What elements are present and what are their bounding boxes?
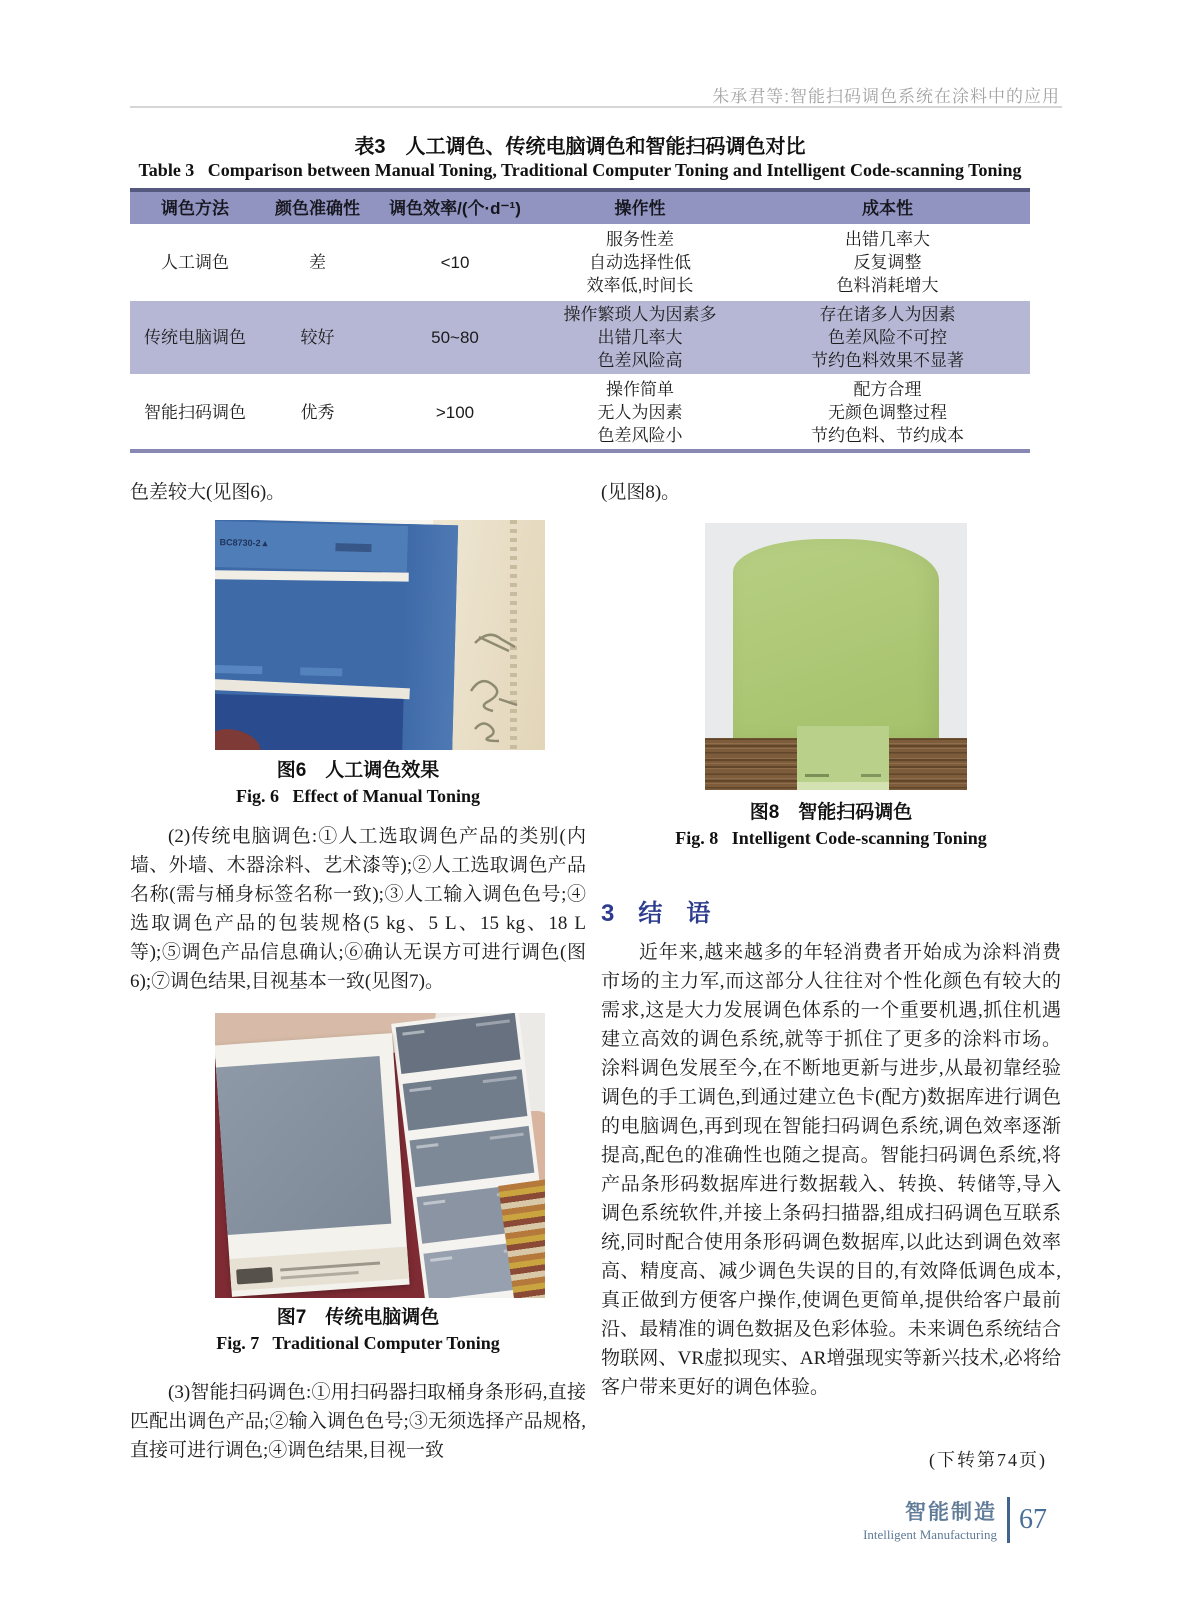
page-number: 67: [1019, 1503, 1047, 1535]
table-header-row: [130, 192, 1030, 224]
figure7-caption-en: Fig. 7 Traditional Computer Toning: [216, 1333, 500, 1353]
fig7-gray-chip: [410, 1126, 535, 1187]
col-header-cost: 成本性: [862, 198, 913, 218]
figure8-photo: [705, 523, 967, 790]
col-header-efficiency: 调色效率/(个·d⁻¹): [389, 198, 521, 218]
figure6-caption-en: Fig. 6 Effect of Manual Toning: [235, 786, 481, 806]
col-header-method: 调色方法: [161, 198, 229, 218]
fig6-card-name-label: [335, 543, 371, 552]
fig6-faint-label: [300, 667, 342, 676]
cell-cost: 存在诸多人为因素 色差风险不可控 节约色料效果不显著: [811, 305, 964, 370]
paragraph-code-scanning-toning: (3)智能扫码调色:①用扫码器扫取桶身条形码,直接匹配出调色产品;②输入调色色号;③无须选择产品规格,直接可进行调色;④调色结果,目视一致: [130, 1382, 586, 1461]
table-row-manual: [130, 224, 1030, 299]
page-footer: [863, 1496, 1047, 1543]
fig7-gray-chip: [403, 1069, 528, 1130]
cell-method: 传统电脑调色: [144, 328, 246, 347]
fig8-card-edge: [797, 782, 889, 790]
table-title-cn: 表3 人工调色、传统电脑调色和智能扫码调色对比: [354, 136, 806, 158]
fig6-card-top-band: [215, 521, 408, 572]
figure7-caption-cn: 图7 传统电脑调色: [276, 1307, 440, 1328]
cell-efficiency: <10: [440, 253, 470, 272]
figure8-caption-en: Fig. 8 Intelligent Code-scanning Toning: [675, 828, 987, 848]
fig6-blue-color-card: [215, 520, 458, 750]
cell-operability: 操作简单 无人为因素 色差风险小: [597, 380, 683, 445]
cell-accuracy: 优秀: [300, 403, 335, 422]
figure8-caption-cn: 图8 智能扫码调色: [749, 802, 913, 823]
cell-operability: 操作繁琐人为因素多 出错几率大 色差风险高: [563, 305, 717, 370]
cell-method: 智能扫码调色: [144, 403, 246, 422]
journal-name-block: [863, 1496, 997, 1543]
journal-name-en: Intelligent Manufacturing: [863, 1527, 997, 1542]
cell-accuracy: 较好: [300, 328, 335, 347]
figure6-photo: [215, 520, 545, 750]
conclusion-paragraph: 近年来,越来越多的年轻消费者开始成为涂料消费市场的主力军,而这部分人往往对个性化颜色有较大的需求,这是大力发展调色体系的一个重要机遇,抓住机遇建立高效的调色系统,就等于抓住了更多的涂料市场。涂料调色发展至今,在不断地更新与进步,从最初靠经验调色的手工调色,到通过建立色卡(配方)数据库进行调色的电脑调色,再到现在智能扫码调色系统,调色效率逐渐提高,配色的准确性也随之提高。智能扫码调色系统,将产品条形码数据库进行数据载入、转换、转储等,导入调色系统软件,并接上条码扫描器,组成扫码调色互联系统,同时配合使用条形码调色数据库,以此达到调色效率高、精度高、减少调色失误的目的,有效降低调色成本,真正做到方便客户操作,使调色更简单,提供给客户最前沿、最精准的调色数据及色彩体验。未来调色系统结合物联网、VR虚拟现实、AR增强现实等新兴技术,必将给客户带来更好的调色体验。: [601, 942, 1061, 1398]
table-row-codescan: [130, 374, 1030, 449]
table-row-computer: [130, 299, 1030, 374]
figure6-caption-cn: 图6 人工调色效果: [276, 760, 440, 781]
right-lead-text: (见图8)。: [601, 482, 681, 503]
continuation-note: (下转第74页): [929, 1450, 1047, 1470]
fig7-gray-swatch-card: [215, 1033, 410, 1297]
table-title-en: Table 3 Comparison between Manual Toning, Traditional Computer Toning and Intelligent Code-scanning Toning: [138, 160, 1022, 180]
col-header-accuracy: 颜色准确性: [275, 198, 360, 218]
col-header-operability: 操作性: [614, 198, 666, 218]
fig6-handwriting: [465, 615, 543, 745]
cell-cost: 配方合理 无颜色调整过程 节约色料、节约成本: [811, 380, 964, 445]
footer-divider-bar: [1007, 1497, 1010, 1543]
journal-name-cn: 智能制造: [905, 1501, 997, 1524]
cell-operability: 服务性差 自动选择性低 效率低,时间长: [586, 230, 694, 295]
fig8-green-painted-panel: [733, 539, 939, 745]
section-heading-conclusion: 3 结 语: [601, 900, 711, 927]
cell-efficiency: >100: [435, 403, 475, 422]
fig7-brand-tag: [236, 1267, 273, 1284]
fig6-faint-label: [215, 665, 262, 674]
running-header: 朱承君等:智能扫码调色系统在涂料中的应用: [712, 87, 1060, 106]
fig6-white-strip: [215, 570, 409, 581]
cell-cost: 出错几率大 反复调整 色料消耗增大: [836, 230, 939, 295]
left-lead-text: 色差较大(见图6)。: [130, 482, 286, 503]
comparison-table: [130, 188, 1030, 453]
cell-method: 人工调色: [161, 253, 229, 272]
cell-efficiency: 50~80: [431, 328, 479, 347]
fig8-green-color-card: [797, 726, 889, 790]
cell-accuracy: 差: [309, 253, 326, 272]
fig8-tiny-text: [805, 774, 829, 777]
fig7-gray-swatch: [216, 1056, 391, 1235]
figure7-photo: [215, 1013, 545, 1298]
paragraph-traditional-computer-toning: (2)传统电脑调色:①人工选取调色产品的类别(内墙、外墙、木器涂料、艺术漆等);②人工选取调色产品名称(需与桶身标签名称一致);③人工输入调色色号;④选取调色产品的包装规格(5 kg、5 L、15 kg、18 L等);⑤调色产品信息确认;⑥确认无误方可进行调色(图6);⑦调色结果,目视基本一致(见图7)。: [130, 826, 586, 992]
header-rule: [130, 106, 1062, 108]
fig6-card-fold: [400, 524, 458, 750]
fig7-gray-chip: [396, 1013, 521, 1074]
fig8-tiny-text: [861, 774, 881, 777]
fig6-card-code-label: BC8730-2▲: [219, 537, 270, 549]
